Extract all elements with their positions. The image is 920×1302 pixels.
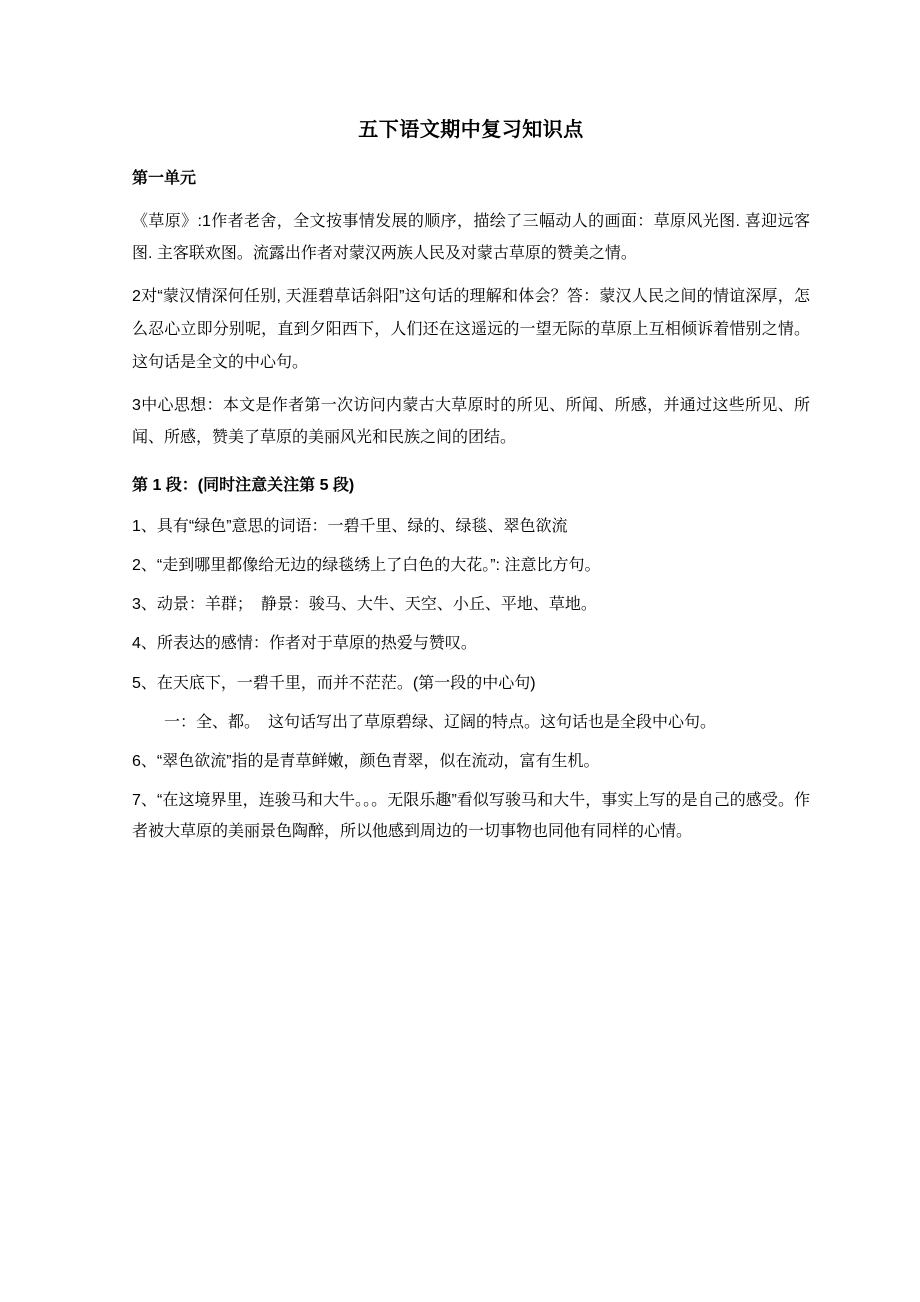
section-heading-unit-1: 第一单元	[132, 170, 197, 187]
list-item-6: 6、“翠色欲流”指的是青草鲜嫩，颜色青翠，似在流动，富有生机。	[132, 752, 600, 770]
paragraph-caoyuan-author: 《草原》:1作者老舍，全文按事情发展的顺序，描绘了三幅动人的画面：草原风光图. 喜迎远客图. 主客联欢图。流露出作者对蒙汉两族人民及对蒙古草原的赞美之情。	[132, 212, 810, 263]
list-item-1: 1、具有“绿色”意思的词语：一碧千里、绿的、绿毯、翠色欲流	[132, 517, 568, 535]
list-item-4: 4、所表达的感情：作者对于草原的热爱与赞叹。	[132, 635, 477, 653]
paragraph-central-idea: 3中心思想：本文是作者第一次访问内蒙古大草原时的所见、所闻、所感，并通过这些所见、所闻、所感，赞美了草原的美丽风光和民族之间的团结。	[132, 396, 810, 447]
paragraph-sentence-analysis: 2对“蒙汉情深何任别, 天涯碧草话斜阳”这句话的理解和体会？答：蒙汉人民之间的情谊深厚，怎么忍心立即分别呢，直到夕阳西下，人们还在这遥远的一望无际的草原上互相倾诉着惜别之情。这句话是全文的中心句。	[132, 288, 810, 371]
list-item-5-note: 一：全、都。 这句话写出了草原碧绿、辽阔的特点。这句话也是全段中心句。	[164, 713, 717, 731]
list-item-2: 2、“走到哪里都像给无边的绿毯绣上了白色的大花。”: 注意比方句。	[132, 556, 601, 574]
page-title: 五下语文期中复习知识点	[358, 119, 584, 141]
list-item-3: 3、动景：羊群； 静景：骏马、大牛、天空、小丘、平地、草地。	[132, 596, 597, 614]
list-item-5: 5、在天底下，一碧千里，而并不茫茫。(第一段的中心句)	[132, 674, 536, 692]
section-heading-paragraph-1: 第 1 段：(同时注意关注第 5 段)	[132, 477, 355, 495]
list-item-7: 7、“在这境界里，连骏马和大牛。。。无限乐趣”看似写骏马和大牛，事实上写的是自己的感受。作者被大草原的美丽景色陶醉，所以他感到周边的一切事物也同他有同样的心情。	[132, 792, 810, 841]
